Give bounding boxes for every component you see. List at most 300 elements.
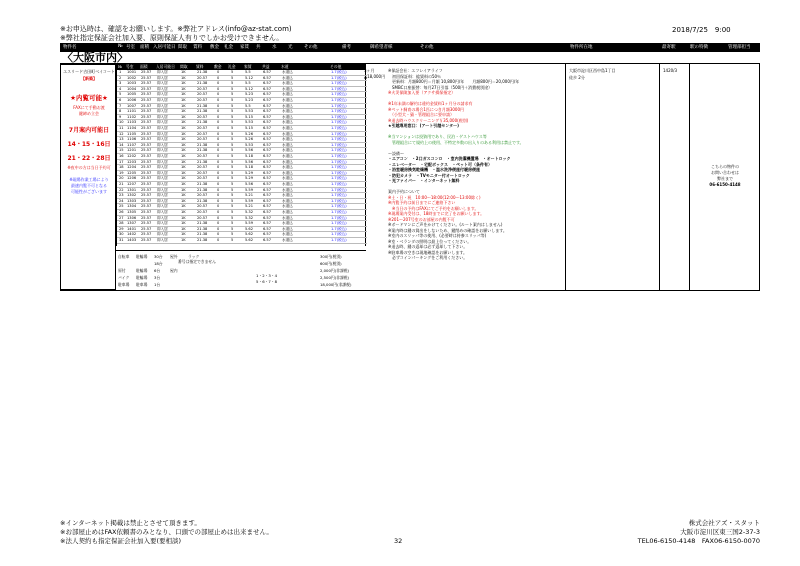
station-walk: 1420/3 — [663, 68, 678, 73]
no-hours-note: ※夜中の方は当日予約可 — [67, 165, 111, 170]
company-name: 株式会社アズ・スタット — [688, 519, 760, 527]
room-cell-no: 6 — [119, 98, 122, 102]
header-col: 最寄駅 — [662, 45, 676, 50]
room-cell-k: 5 — [231, 126, 234, 130]
room-cell-plan: 1K — [181, 142, 186, 147]
room-cell-r: 5.23 — [245, 92, 254, 97]
room-cell-w: 水道込 — [282, 232, 293, 237]
room-cell-no: 24 — [119, 198, 124, 203]
room-cell-no: 18 — [119, 165, 124, 170]
parking-grid — [116, 250, 366, 290]
room-cell-plan: 1K — [181, 238, 186, 242]
remark-line: ※現場案内受付は、18時までに完了をお願いします。 — [388, 211, 485, 216]
room-cell-room: 1206 — [127, 176, 137, 181]
dates-2: 21・22・28日 — [67, 155, 111, 162]
room-cell-rent: 21.38 — [197, 232, 208, 237]
dates-1: 14・15・16日 — [67, 141, 111, 148]
room-cell-c: 6.57 — [263, 154, 272, 158]
parking-center-note: 番号は指定できません — [178, 259, 216, 264]
room-cell-room: 1104 — [127, 126, 137, 130]
room-cell-d: 0 — [217, 103, 220, 108]
room-cell-c: 6.57 — [263, 170, 272, 175]
room-cell-room: 1203 — [127, 159, 137, 164]
parking-cell: 駐輪場 — [136, 254, 148, 259]
room-cell-k: 5 — [231, 154, 234, 158]
room-cell-d: 0 — [217, 131, 220, 136]
room-cell-area: 25.57 — [141, 81, 152, 86]
room-cell-avail: 即入居 — [157, 176, 168, 181]
room-cell-avail: 即入居 — [157, 131, 168, 136]
room-cell-plan: 1K — [181, 120, 186, 125]
room-cell-room: 1001 — [127, 70, 137, 74]
room-cell-w: 水道込 — [282, 109, 293, 114]
room-cell-o: 1.7(税込) — [331, 193, 347, 198]
room-cell-r: 5.15 — [245, 126, 254, 130]
parking-cell: 屋外 — [170, 254, 178, 259]
remark-line: 更新料：月額800円＝月額 10,800円/年 月額800円＝20,000円/年 — [388, 79, 520, 84]
room-cell-avail: 即入居 — [157, 114, 168, 119]
remark-line: ・浴室暖房換気乾燥機 ・温水洗浄便座付暖房便座 — [388, 167, 480, 172]
room-cell-w: 水道込 — [282, 238, 293, 242]
room-cell-w: 水道込 — [282, 75, 293, 80]
room-cell-k: 5 — [231, 159, 234, 164]
room-cell-rent: 20.57 — [197, 193, 208, 198]
room-cell-k: 5 — [231, 170, 234, 175]
room-cell-room: 1005 — [127, 92, 137, 97]
room-cell-d: 0 — [217, 221, 220, 226]
room-cell-r: 5.59 — [245, 221, 254, 226]
parking-cell: 駐車場 — [136, 282, 148, 287]
room-cell-rent: 21.38 — [197, 120, 208, 125]
room-cell-r: 5.53 — [245, 120, 254, 125]
room-cell-r: 5.26 — [245, 137, 254, 142]
header-col: 礼金 — [224, 45, 233, 50]
room-cell-rent: 21.38 — [197, 182, 208, 186]
room-cell-r: 5.53 — [245, 142, 254, 147]
room-cell-o: 1.7(税込) — [331, 148, 347, 153]
room-cell-plan: 1K — [181, 198, 186, 203]
room-cell-avail: 即入居 — [157, 137, 168, 142]
room-cell-room: 1204 — [127, 165, 137, 170]
room-cell-no: 11 — [119, 126, 124, 130]
parking-cell: バイク — [118, 275, 130, 280]
header-col: 入居可能日 — [153, 45, 176, 50]
room-cell-avail: 即入居 — [157, 70, 168, 74]
parking-pattern-1: 1・2・3・4 — [256, 273, 278, 278]
room-cell-c: 6.57 — [263, 142, 272, 147]
room-cell-area: 25.57 — [141, 204, 152, 209]
room-header-col: № — [118, 64, 122, 69]
remote-note-1: ※現場作業工場により — [69, 177, 109, 182]
room-cell-rent: 20.57 — [197, 176, 208, 181]
room-cell-o: 1.7(税込) — [331, 210, 347, 214]
room-cell-r: 5.56 — [245, 159, 254, 164]
remark-line: ※退去時、鍵の返却は必ず返却して下さい。 — [388, 244, 468, 249]
room-cell-d: 0 — [217, 226, 220, 231]
room-cell-rent: 21.38 — [197, 81, 208, 86]
remark-line: ※1年未満の解約は違約金賃料1ヶ月分の請求有 — [388, 101, 473, 106]
remark-line: ※ペット飼育の場合1匹につき月額3000円 — [388, 106, 464, 112]
room-cell-o: 1.7(税込) — [331, 142, 347, 147]
room-cell-plan: 1K — [181, 103, 186, 108]
parking-cell: 3台 — [154, 275, 161, 280]
room-cell-w: 水道込 — [282, 70, 293, 74]
room-cell-rent: 20.57 — [197, 137, 208, 142]
room-cell-area: 25.57 — [141, 142, 152, 147]
room-cell-k: 5 — [231, 193, 234, 198]
room-cell-avail: 即入居 — [157, 187, 168, 192]
room-cell-avail: 即入居 — [157, 154, 168, 158]
remark-line: SMBC口座振替：毎月27日引落（500円＋消費税別途） — [388, 84, 493, 90]
room-cell-no: 21 — [119, 182, 124, 186]
remark-line: ※土・日・祝 10:00～18:00(12:00～13:00除く) — [388, 194, 481, 200]
room-cell-r: 5.62 — [245, 232, 254, 237]
header-col: 備考 — [342, 45, 351, 50]
room-cell-rent: 21.38 — [197, 142, 208, 147]
room-cell-o: 1.7(税込) — [331, 165, 347, 170]
parking-cell: 駐車場 — [118, 282, 130, 287]
room-cell-area: 25.57 — [141, 198, 152, 203]
room-cell-k: 5 — [231, 92, 234, 97]
room-cell-rent: 20.57 — [197, 210, 208, 214]
room-cell-w: 水道込 — [282, 98, 293, 102]
room-cell-no: 10 — [119, 120, 124, 125]
room-cell-k: 5 — [231, 165, 234, 170]
room-cell-rent: 20.57 — [197, 98, 208, 102]
room-cell-no: 20 — [119, 176, 124, 181]
room-cell-k: 5 — [231, 204, 234, 209]
room-cell-w: 水道込 — [282, 114, 293, 119]
room-cell-o: 1.7(税込) — [331, 204, 347, 209]
room-cell-c: 6.57 — [263, 103, 272, 108]
room-cell-k: 5 — [231, 215, 234, 220]
remark-line: ・防犯カメラ ・TVモニター付オートロック — [388, 172, 470, 178]
room-cell-plan: 1K — [181, 204, 186, 209]
room-cell-k: 5 — [231, 198, 234, 203]
room-cell-k: 5 — [231, 210, 234, 214]
room-cell-o: 1.7(税込) — [331, 232, 347, 237]
header-col: 管理部担当 — [728, 45, 751, 50]
room-cell-plan: 1K — [181, 131, 186, 136]
remarks-months: 3ヶ月 — [364, 68, 375, 73]
room-cell-w: 水道込 — [282, 193, 293, 198]
room-cell-no: 26 — [119, 210, 124, 214]
room-cell-c: 6.57 — [263, 232, 272, 237]
room-cell-w: 水道込 — [282, 137, 293, 142]
room-cell-k: 5 — [231, 98, 234, 102]
room-cell-avail: 即入居 — [157, 204, 168, 209]
room-cell-r: 5.29 — [245, 170, 254, 175]
room-cell-plan: 1K — [181, 154, 186, 158]
room-cell-d: 0 — [217, 81, 220, 86]
remark-line: ★引越専用窓口：(アート引越センター) — [388, 123, 459, 128]
remark-line: ～設備～ — [388, 150, 404, 156]
room-cell-area: 25.57 — [141, 131, 152, 136]
room-cell-no: 8 — [119, 109, 122, 114]
header-col: 駅の特徴 — [690, 45, 708, 50]
room-cell-r: 5.56 — [245, 182, 254, 186]
room-cell-plan: 1K — [181, 159, 186, 164]
parking-pattern-2: 5・6・7・8 — [256, 279, 278, 284]
room-cell-room: 1002 — [127, 75, 137, 80]
room-cell-room: 1302 — [127, 193, 137, 198]
room-cell-d: 0 — [217, 86, 220, 91]
room-cell-w: 水道込 — [282, 176, 293, 181]
room-cell-room: 1201 — [127, 148, 137, 153]
room-cell-avail: 即入居 — [157, 120, 168, 125]
room-cell-rent: 21.38 — [197, 159, 208, 164]
room-cell-plan: 1K — [181, 193, 186, 198]
parking-cell: 18,000円(非課税) — [320, 282, 352, 287]
room-cell-w: 水道込 — [282, 120, 293, 125]
remark-line: 案内予約について — [388, 189, 420, 194]
room-cell-c: 6.57 — [263, 176, 272, 181]
property-tag: 【新築】 — [81, 76, 97, 81]
room-cell-no: 30 — [119, 232, 124, 237]
room-cell-w: 水道込 — [282, 92, 293, 97]
header-col: 物件名 — [63, 45, 77, 50]
footer-note-2: ※お部屋止めはFAX依頼書のみとなり、口頭での部屋止めは出来ません。 — [60, 528, 273, 536]
room-cell-plan: 1K — [181, 148, 186, 153]
room-cell-k: 5 — [231, 221, 234, 226]
room-cell-area: 25.57 — [141, 126, 152, 130]
room-cell-avail: 即入居 — [157, 81, 168, 86]
room-cell-room: 1303 — [127, 198, 137, 203]
parking-cell: 自転車 — [118, 254, 130, 259]
room-cell-rent: 20.57 — [197, 75, 208, 80]
room-cell-rent: 21.38 — [197, 221, 208, 226]
room-cell-plan: 1K — [181, 75, 186, 80]
remark-line: ※内覧予約は前日までにご連絡下さい — [388, 200, 456, 205]
header-col: 号室 — [126, 45, 135, 50]
header-col: № — [118, 44, 123, 49]
room-cell-plan: 1K — [181, 70, 186, 74]
room-cell-w: 水道込 — [282, 159, 293, 164]
company-address: 大阪市淀川区東三国2-37-3 — [680, 528, 760, 536]
contact-column — [566, 64, 660, 290]
room-cell-c: 6.57 — [263, 70, 272, 74]
room-cell-k: 5 — [231, 137, 234, 142]
room-cell-o: 1.7(税込) — [331, 198, 347, 203]
room-cell-area: 25.57 — [141, 193, 152, 198]
room-cell-avail: 即入居 — [157, 86, 168, 91]
room-cell-d: 0 — [217, 176, 220, 181]
table-header — [60, 43, 760, 52]
room-cell-k: 5 — [231, 148, 234, 153]
room-cell-d: 0 — [217, 232, 220, 237]
room-cell-k: 5 — [231, 238, 234, 242]
room-cell-r: 5.5 — [245, 70, 251, 74]
room-cell-d: 0 — [217, 193, 220, 198]
header-col: その他 — [420, 45, 434, 50]
room-cell-avail: 即入居 — [157, 148, 168, 153]
room-cell-r: 5.21 — [245, 204, 254, 209]
room-cell-o: 1.7(税込) — [331, 92, 347, 97]
room-cell-no: 1 — [119, 70, 122, 74]
parking-cell: 2,500円(非課税) — [320, 275, 350, 280]
room-cell-no: 13 — [119, 137, 124, 142]
room-cell-room: 1307 — [127, 221, 137, 226]
room-cell-no: 9 — [119, 114, 122, 119]
room-cell-avail: 即入居 — [157, 92, 168, 97]
room-cell-w: 水道込 — [282, 210, 293, 214]
room-cell-no: 12 — [119, 131, 124, 136]
room-cell-r: 5.5 — [245, 103, 251, 108]
room-cell-avail: 即入居 — [157, 165, 168, 170]
room-cell-c: 6.57 — [263, 86, 272, 91]
room-cell-r: 5.15 — [245, 114, 254, 119]
room-cell-plan: 1K — [181, 81, 186, 86]
room-cell-o: 1.7(税込) — [331, 159, 347, 164]
room-cell-no: 27 — [119, 215, 124, 220]
room-cell-plan: 1K — [181, 137, 186, 142]
room-cell-avail: 即入居 — [157, 142, 168, 147]
room-cell-w: 水道込 — [282, 86, 293, 91]
room-cell-r: 5.12 — [245, 75, 254, 80]
room-cell-avail: 即入居 — [157, 109, 168, 114]
header-col: 御希望者様 — [370, 45, 393, 50]
notice-line-1: ※お申込時は、確認をお願いします。※弊社アドレス(info@az-stat.com) — [60, 25, 292, 33]
room-cell-r: 5.23 — [245, 98, 254, 102]
room-cell-no: 2 — [119, 75, 122, 80]
room-cell-no: 23 — [119, 193, 124, 198]
room-cell-d: 0 — [217, 75, 220, 80]
room-cell-plan: 1K — [181, 126, 186, 130]
room-cell-o: 1.7(税込) — [331, 86, 347, 91]
remark-line: 初回保証料：総賃料の50％ — [388, 73, 442, 79]
room-cell-rent: 21.38 — [197, 148, 208, 153]
room-cell-room: 1006 — [127, 98, 137, 102]
room-cell-no: 22 — [119, 187, 124, 192]
room-cell-d: 0 — [217, 137, 220, 142]
room-cell-d: 0 — [217, 170, 220, 175]
parking-cell: 6台 — [154, 268, 161, 273]
room-cell-area: 25.57 — [141, 120, 152, 125]
station-column — [660, 64, 690, 290]
room-cell-room: 1205 — [127, 170, 137, 175]
room-cell-plan: 1K — [181, 176, 186, 181]
room-cell-area: 25.57 — [141, 210, 152, 214]
room-cell-o: 1.7(税込) — [331, 221, 347, 226]
remark-line: ・エレベーター ・宅配ボックス ・ペット可（条件有） — [388, 161, 492, 167]
room-cell-d: 0 — [217, 204, 220, 209]
page-number: 32 — [394, 537, 403, 545]
room-cell-w: 水道込 — [282, 187, 293, 192]
room-cell-k: 5 — [231, 176, 234, 181]
room-cell-avail: 即入居 — [157, 182, 168, 186]
room-cell-plan: 1K — [181, 221, 186, 226]
remark-line: （小型犬・猫・管理組合に要申請） — [388, 112, 454, 117]
area-section — [60, 52, 760, 64]
room-cell-r: 5.18 — [245, 154, 254, 158]
room-cell-w: 水道込 — [282, 226, 293, 231]
room-cell-d: 0 — [217, 148, 220, 153]
room-cell-d: 0 — [217, 92, 220, 97]
property-address: 大阪市淀川区西中島1丁目 — [569, 68, 616, 73]
fax-note-1: FAXにて手動お渡 — [73, 105, 105, 110]
room-cell-w: 水道込 — [282, 103, 293, 108]
room-cell-c: 6.57 — [263, 182, 272, 186]
room-header-col: 礼金 — [228, 64, 236, 69]
room-cell-no: 28 — [119, 221, 124, 226]
room-cell-plan: 1K — [181, 109, 186, 114]
room-cell-rent: 21.38 — [197, 103, 208, 108]
room-cell-r: 5.12 — [245, 86, 254, 91]
room-cell-plan: 1K — [181, 170, 186, 175]
room-cell-c: 6.57 — [263, 215, 272, 220]
parking-cell: 18台 — [154, 261, 163, 266]
property-station: 徒歩 2分 — [569, 75, 585, 80]
room-cell-no: 29 — [119, 226, 124, 231]
room-cell-c: 6.57 — [263, 226, 272, 231]
room-cell-w: 水道込 — [282, 204, 293, 209]
header-col: その他 — [304, 45, 318, 50]
room-cell-d: 0 — [217, 142, 220, 147]
room-cell-d: 0 — [217, 98, 220, 102]
room-cell-area: 25.57 — [141, 215, 152, 220]
parking-cell: 30台 — [154, 254, 163, 259]
room-cell-plan: 1K — [181, 98, 186, 102]
room-cell-no: 14 — [119, 142, 124, 147]
remote-note-3: 可能性がございます — [71, 189, 107, 194]
room-cell-o: 1.7(税込) — [331, 176, 347, 181]
room-cell-no: 25 — [119, 204, 124, 209]
room-cell-o: 1.7(税込) — [331, 154, 347, 158]
table-row — [117, 238, 367, 244]
room-header-col: 家賃 — [244, 64, 252, 69]
room-cell-avail: 即入居 — [157, 232, 168, 237]
parking-cell: 300円(税別) — [320, 254, 342, 259]
room-cell-k: 5 — [231, 86, 234, 91]
room-cell-avail: 即入居 — [157, 159, 168, 164]
room-cell-o: 1.7(税込) — [331, 70, 347, 74]
room-cell-k: 5 — [231, 103, 234, 108]
room-cell-w: 水道込 — [282, 81, 293, 86]
room-header-col: 間取 — [180, 64, 188, 69]
room-cell-no: 5 — [119, 92, 122, 97]
room-cell-avail: 即入居 — [157, 170, 168, 175]
room-cell-d: 0 — [217, 238, 220, 242]
parking-cell: 2,000円(非課税) — [320, 268, 350, 273]
room-cell-plan: 1K — [181, 210, 186, 214]
room-header-col: その他 — [330, 64, 342, 69]
room-cell-c: 6.57 — [263, 81, 272, 86]
remark-line: ※ボードマンにご声をかけてください。(ルート案内はしません) — [388, 222, 503, 227]
room-cell-area: 25.57 — [141, 103, 152, 108]
room-cell-w: 水道込 — [282, 142, 293, 147]
room-cell-plan: 1K — [181, 226, 186, 231]
room-header-col: 共益 — [262, 64, 270, 69]
header-col: 水 — [272, 45, 277, 50]
room-cell-no: 31 — [119, 238, 124, 242]
room-cell-c: 6.57 — [263, 204, 272, 209]
remark-line: ※当日の予約はFAXにてご予約をお願いします。 — [388, 205, 479, 211]
room-cell-d: 0 — [217, 159, 220, 164]
room-cell-o: 1.7(税込) — [331, 120, 347, 125]
room-cell-k: 5 — [231, 142, 234, 147]
room-cell-area: 25.57 — [141, 154, 152, 158]
footer-note-3: ※法人契約も指定保証会社加入要(要相談) — [60, 537, 182, 545]
room-cell-c: 6.57 — [263, 210, 272, 214]
room-cell-area: 25.57 — [141, 182, 152, 186]
room-cell-c: 6.57 — [263, 187, 272, 192]
manager-line-1: こちらの物件の — [711, 164, 739, 169]
room-cell-c: 6.57 — [263, 137, 272, 142]
room-cell-avail: 即入居 — [157, 193, 168, 198]
property-sidebar — [60, 64, 116, 290]
room-cell-k: 5 — [231, 75, 234, 80]
room-cell-room: 1105 — [127, 131, 137, 136]
